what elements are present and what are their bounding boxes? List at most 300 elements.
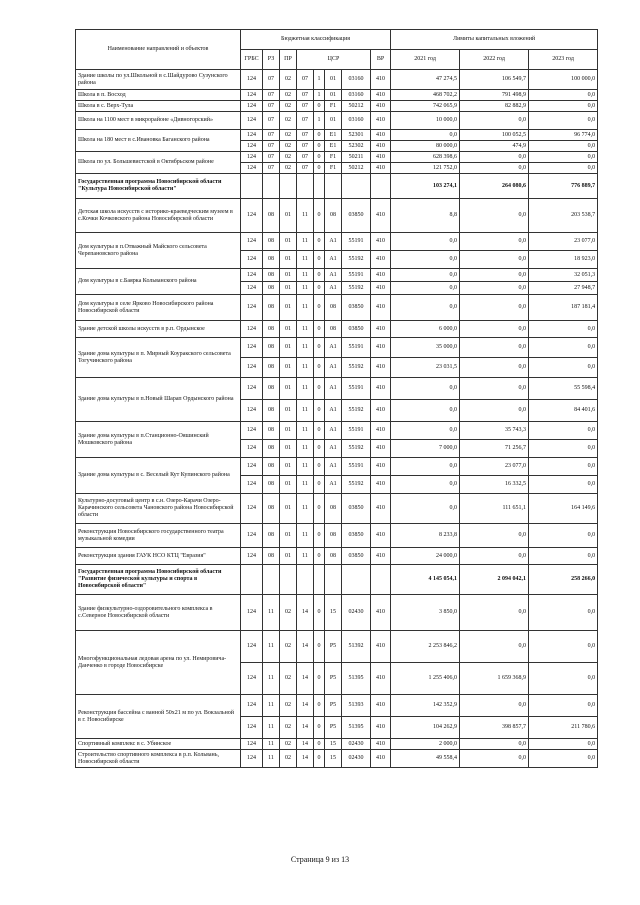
cell-rz: 11 — [263, 595, 280, 631]
cell-pr: 02 — [280, 130, 297, 141]
object-name: Здание дома культуры в п.Новый Шарап Ордынского района — [76, 378, 241, 422]
cell-csr-1: 14 — [297, 595, 314, 631]
cell-csr-3: A1 — [325, 476, 342, 494]
cell-value-2022: 111 651,1 — [460, 494, 529, 524]
cell-csr-3: A1 — [325, 358, 342, 378]
cell-value-2022: 106 549,7 — [460, 70, 529, 90]
cell-csr-1: 11 — [297, 440, 314, 458]
cell-pr: 01 — [280, 548, 297, 565]
cell-value-2022: 474,9 — [460, 141, 529, 152]
object-name: Реконструкция бассейна с ванной 50x21 м по ул. Вокзальной в г. Новосибирске — [76, 695, 241, 739]
header-grbs: ГРБС — [241, 50, 263, 70]
cell-value-2023: 0,0 — [529, 695, 598, 717]
cell-csr-3: 01 — [325, 70, 342, 90]
table-row — [76, 378, 598, 400]
cell-pr: 01 — [280, 321, 297, 338]
cell-csr-3: E1 — [325, 130, 342, 141]
cell-csr-1: 14 — [297, 663, 314, 695]
cell-csr-1: 07 — [297, 112, 314, 130]
cell-value-2021: 23 031,5 — [391, 358, 460, 378]
cell-vr: 410 — [371, 458, 391, 476]
cell-csr-2: 0 — [314, 378, 325, 400]
table-row — [76, 595, 598, 631]
cell-csr-2: 0 — [314, 101, 325, 112]
cell-value-2023: 0,0 — [529, 548, 598, 565]
cell-grbs: 124 — [241, 163, 263, 174]
table-row — [76, 199, 598, 233]
cell-value-2023: 187 181,4 — [529, 295, 598, 321]
cell-grbs: 124 — [241, 440, 263, 458]
cell-csr-4: 50212 — [342, 101, 371, 112]
cell-csr-3: 15 — [325, 739, 342, 750]
cell-rz: 08 — [263, 458, 280, 476]
cell-grbs: 124 — [241, 494, 263, 524]
table-row — [76, 338, 598, 358]
cell-pr: 01 — [280, 400, 297, 422]
cell-value-2023: 0,0 — [529, 595, 598, 631]
cell-grbs: 124 — [241, 595, 263, 631]
cell-vr: 410 — [371, 631, 391, 663]
cell-value-2023: 96 774,0 — [529, 130, 598, 141]
cell-value-2022: 1 659 368,9 — [460, 663, 529, 695]
cell-value-2022: 0,0 — [460, 295, 529, 321]
cell-rz: 08 — [263, 548, 280, 565]
cell-csr-1: 11 — [297, 524, 314, 548]
cell-rz: 08 — [263, 422, 280, 440]
table-row — [76, 70, 598, 90]
cell-value-2022: 71 256,7 — [460, 440, 529, 458]
object-name: Школа по ул. Большевистской в Октябрьском районе — [76, 152, 241, 174]
cell-csr-2: 0 — [314, 130, 325, 141]
cell-value-2023: 0,0 — [529, 90, 598, 101]
cell-csr-1 — [297, 565, 314, 595]
cell-grbs: 124 — [241, 338, 263, 358]
cell-csr-2: 0 — [314, 595, 325, 631]
cell-value-2023: 0,0 — [529, 440, 598, 458]
cell-vr: 410 — [371, 717, 391, 739]
program-total-row — [76, 174, 598, 199]
object-name: Государственная программа Новосибирской области "Развитие физической культуры и спорта в Новосибирской области" — [76, 565, 241, 595]
header-2023: 2023 год — [529, 50, 598, 70]
header-2022: 2022 год — [460, 50, 529, 70]
cell-vr: 410 — [371, 476, 391, 494]
cell-value-2022: 0,0 — [460, 163, 529, 174]
table-row — [76, 101, 598, 112]
cell-rz: 08 — [263, 321, 280, 338]
cell-vr: 410 — [371, 524, 391, 548]
table-row — [76, 130, 598, 141]
cell-pr: 02 — [280, 595, 297, 631]
cell-csr-4: 55192 — [342, 282, 371, 295]
cell-vr: 410 — [371, 400, 391, 422]
cell-csr-4: 55191 — [342, 458, 371, 476]
cell-pr: 02 — [280, 101, 297, 112]
cell-value-2023: 18 923,0 — [529, 251, 598, 269]
cell-vr: 410 — [371, 141, 391, 152]
cell-vr: 410 — [371, 548, 391, 565]
cell-csr-1: 14 — [297, 717, 314, 739]
cell-value-2023: 0,0 — [529, 358, 598, 378]
cell-pr: 01 — [280, 282, 297, 295]
cell-value-2023: 164 149,6 — [529, 494, 598, 524]
cell-value-2022: 0,0 — [460, 739, 529, 750]
cell-csr-1: 14 — [297, 750, 314, 768]
cell-value-2023: 84 401,6 — [529, 400, 598, 422]
cell-csr-1: 11 — [297, 295, 314, 321]
cell-vr — [371, 174, 391, 199]
cell-grbs: 124 — [241, 199, 263, 233]
cell-value-2022: 0,0 — [460, 378, 529, 400]
cell-csr-2: 0 — [314, 358, 325, 378]
cell-grbs: 124 — [241, 101, 263, 112]
cell-vr: 410 — [371, 90, 391, 101]
object-name: Школа на 1100 мест в микрорайоне «Дивногорский» — [76, 112, 241, 130]
cell-csr-3: 01 — [325, 112, 342, 130]
cell-value-2021: 8 233,8 — [391, 524, 460, 548]
cell-csr-3: A1 — [325, 458, 342, 476]
cell-pr: 01 — [280, 458, 297, 476]
cell-rz: 08 — [263, 251, 280, 269]
cell-csr-1: 11 — [297, 199, 314, 233]
cell-pr: 02 — [280, 750, 297, 768]
cell-value-2021: 0,0 — [391, 458, 460, 476]
cell-vr: 410 — [371, 233, 391, 251]
program-total-row — [76, 565, 598, 595]
cell-csr-2: 1 — [314, 70, 325, 90]
cell-pr: 02 — [280, 163, 297, 174]
cell-csr-2: 0 — [314, 141, 325, 152]
cell-pr: 02 — [280, 90, 297, 101]
cell-pr: 01 — [280, 422, 297, 440]
cell-pr: 02 — [280, 141, 297, 152]
cell-rz: 08 — [263, 295, 280, 321]
cell-value-2022: 0,0 — [460, 282, 529, 295]
header-csr: ЦСР — [297, 50, 371, 70]
cell-csr-2: 0 — [314, 663, 325, 695]
table-row — [76, 321, 598, 338]
cell-csr-2: 0 — [314, 152, 325, 163]
cell-csr-4: 51393 — [342, 695, 371, 717]
cell-csr-2: 0 — [314, 338, 325, 358]
capital-investment-table — [75, 29, 598, 768]
cell-csr-4: 55192 — [342, 476, 371, 494]
header-2021: 2021 год — [391, 50, 460, 70]
cell-grbs: 124 — [241, 476, 263, 494]
cell-value-2021: 2 253 846,2 — [391, 631, 460, 663]
cell-value-2021: 0,0 — [391, 422, 460, 440]
cell-vr: 410 — [371, 295, 391, 321]
cell-vr: 410 — [371, 199, 391, 233]
header-budget-class: Бюджетная классификация — [241, 30, 391, 50]
cell-rz: 11 — [263, 695, 280, 717]
cell-grbs: 124 — [241, 141, 263, 152]
cell-csr-4: 55191 — [342, 233, 371, 251]
cell-grbs: 124 — [241, 663, 263, 695]
cell-csr-4 — [342, 565, 371, 595]
cell-csr-2: 0 — [314, 251, 325, 269]
cell-csr-2: 0 — [314, 494, 325, 524]
cell-value-2022: 0,0 — [460, 750, 529, 768]
cell-rz: 07 — [263, 70, 280, 90]
cell-value-2021: 0,0 — [391, 295, 460, 321]
cell-value-2022: 0,0 — [460, 112, 529, 130]
cell-vr: 410 — [371, 152, 391, 163]
cell-value-2023: 0,0 — [529, 101, 598, 112]
cell-csr-1 — [297, 174, 314, 199]
cell-value-2021: 4 145 054,1 — [391, 565, 460, 595]
cell-value-2021: 742 065,9 — [391, 101, 460, 112]
cell-value-2023: 0,0 — [529, 524, 598, 548]
cell-rz: 07 — [263, 112, 280, 130]
cell-csr-1: 07 — [297, 90, 314, 101]
cell-grbs: 124 — [241, 750, 263, 768]
cell-csr-3: F1 — [325, 163, 342, 174]
object-name: Государственная программа Новосибирской области "Культура Новосибирской области" — [76, 174, 241, 199]
cell-value-2021: 0,0 — [391, 251, 460, 269]
cell-vr: 410 — [371, 112, 391, 130]
cell-value-2021: 628 398,6 — [391, 152, 460, 163]
cell-grbs: 124 — [241, 269, 263, 282]
cell-value-2021: 142 352,9 — [391, 695, 460, 717]
cell-csr-4: 03850 — [342, 321, 371, 338]
cell-csr-4: 02430 — [342, 739, 371, 750]
table-body — [76, 30, 598, 768]
cell-grbs: 124 — [241, 524, 263, 548]
table-row — [76, 422, 598, 440]
cell-grbs — [241, 565, 263, 595]
cell-value-2021: 8,8 — [391, 199, 460, 233]
header-rz: РЗ — [263, 50, 280, 70]
cell-csr-3: A1 — [325, 233, 342, 251]
cell-csr-3: E1 — [325, 141, 342, 152]
cell-csr-1: 14 — [297, 695, 314, 717]
object-name: Реконструкция Новосибирского государственного театра музыкальной комедии — [76, 524, 241, 548]
cell-value-2023: 211 780,6 — [529, 717, 598, 739]
cell-value-2023: 32 051,3 — [529, 269, 598, 282]
cell-value-2021: 0,0 — [391, 476, 460, 494]
cell-csr-1: 11 — [297, 476, 314, 494]
cell-value-2021: 103 274,1 — [391, 174, 460, 199]
cell-pr: 01 — [280, 199, 297, 233]
cell-grbs — [241, 174, 263, 199]
cell-rz: 08 — [263, 233, 280, 251]
cell-pr: 01 — [280, 233, 297, 251]
cell-csr-4: 50211 — [342, 152, 371, 163]
cell-value-2022: 0,0 — [460, 695, 529, 717]
cell-grbs: 124 — [241, 152, 263, 163]
cell-rz: 08 — [263, 400, 280, 422]
cell-csr-2: 0 — [314, 269, 325, 282]
cell-csr-4 — [342, 174, 371, 199]
cell-value-2021: 0,0 — [391, 378, 460, 400]
cell-pr: 01 — [280, 269, 297, 282]
cell-value-2022: 0,0 — [460, 152, 529, 163]
cell-csr-1: 07 — [297, 152, 314, 163]
cell-value-2023: 776 889,7 — [529, 174, 598, 199]
header-row-1 — [76, 30, 598, 50]
cell-rz: 07 — [263, 163, 280, 174]
cell-vr: 410 — [371, 739, 391, 750]
cell-rz: 08 — [263, 378, 280, 400]
cell-value-2022: 791 498,9 — [460, 90, 529, 101]
cell-value-2023: 0,0 — [529, 163, 598, 174]
cell-csr-2: 0 — [314, 458, 325, 476]
cell-vr: 410 — [371, 251, 391, 269]
object-name: Школа на 180 мест в с.Ивановка Баганского района — [76, 130, 241, 152]
table-row — [76, 90, 598, 101]
cell-value-2021: 0,0 — [391, 130, 460, 141]
cell-pr: 02 — [280, 695, 297, 717]
cell-csr-3: 15 — [325, 750, 342, 768]
cell-grbs: 124 — [241, 282, 263, 295]
cell-csr-2 — [314, 565, 325, 595]
cell-csr-4: 55191 — [342, 422, 371, 440]
table-row — [76, 233, 598, 251]
cell-csr-3: A1 — [325, 269, 342, 282]
cell-value-2022: 0,0 — [460, 338, 529, 358]
cell-csr-3: 15 — [325, 595, 342, 631]
cell-pr: 01 — [280, 524, 297, 548]
cell-rz: 08 — [263, 440, 280, 458]
object-name: Здание школы по ул.Школьной в с.Шайдурово Сузунского района — [76, 70, 241, 90]
cell-value-2022: 16 332,5 — [460, 476, 529, 494]
cell-vr: 410 — [371, 422, 391, 440]
cell-csr-3: P5 — [325, 695, 342, 717]
object-name: Спортивный комплекс в с. Убинское — [76, 739, 241, 750]
cell-csr-4: 03160 — [342, 90, 371, 101]
cell-rz — [263, 565, 280, 595]
cell-csr-4: 55192 — [342, 440, 371, 458]
cell-csr-2: 0 — [314, 440, 325, 458]
cell-csr-4: 50212 — [342, 163, 371, 174]
cell-csr-3: A1 — [325, 400, 342, 422]
cell-value-2021: 0,0 — [391, 400, 460, 422]
cell-csr-2: 0 — [314, 548, 325, 565]
cell-csr-3: F1 — [325, 152, 342, 163]
cell-csr-4: 55192 — [342, 251, 371, 269]
object-name: Дом культуры в п.Отважный Майского сельсовета Черепановского района — [76, 233, 241, 269]
cell-csr-2: 0 — [314, 631, 325, 663]
cell-pr: 01 — [280, 440, 297, 458]
cell-csr-4: 03850 — [342, 199, 371, 233]
cell-value-2023: 55 598,4 — [529, 378, 598, 400]
cell-value-2022: 82 882,9 — [460, 101, 529, 112]
table-row — [76, 739, 598, 750]
cell-value-2023: 0,0 — [529, 112, 598, 130]
cell-csr-3: P5 — [325, 717, 342, 739]
cell-rz: 08 — [263, 524, 280, 548]
cell-csr-2: 0 — [314, 321, 325, 338]
cell-vr: 410 — [371, 494, 391, 524]
cell-vr: 410 — [371, 163, 391, 174]
cell-vr: 410 — [371, 101, 391, 112]
cell-csr-1: 07 — [297, 70, 314, 90]
cell-value-2022: 0,0 — [460, 321, 529, 338]
cell-csr-4: 02430 — [342, 595, 371, 631]
cell-grbs: 124 — [241, 90, 263, 101]
cell-csr-2: 0 — [314, 400, 325, 422]
cell-rz: 07 — [263, 152, 280, 163]
table-row — [76, 152, 598, 163]
cell-vr: 410 — [371, 595, 391, 631]
cell-pr: 02 — [280, 663, 297, 695]
cell-rz: 08 — [263, 269, 280, 282]
cell-csr-1: 07 — [297, 130, 314, 141]
cell-csr-2: 0 — [314, 422, 325, 440]
cell-value-2021: 121 752,0 — [391, 163, 460, 174]
cell-csr-2: 0 — [314, 524, 325, 548]
cell-vr: 410 — [371, 358, 391, 378]
cell-csr-4: 51395 — [342, 717, 371, 739]
cell-value-2021: 47 274,5 — [391, 70, 460, 90]
cell-csr-2: 0 — [314, 739, 325, 750]
cell-value-2021: 49 558,4 — [391, 750, 460, 768]
cell-vr: 410 — [371, 695, 391, 717]
cell-csr-4: 03160 — [342, 112, 371, 130]
cell-csr-2: 1 — [314, 112, 325, 130]
cell-csr-3: F1 — [325, 101, 342, 112]
cell-rz: 07 — [263, 130, 280, 141]
cell-csr-3 — [325, 565, 342, 595]
cell-csr-2: 0 — [314, 476, 325, 494]
cell-value-2023: 0,0 — [529, 338, 598, 358]
cell-grbs: 124 — [241, 422, 263, 440]
cell-pr: 02 — [280, 70, 297, 90]
object-name: Здание дома культуры в п.Станционно-Ояшинский Мошковского района — [76, 422, 241, 458]
cell-csr-1: 14 — [297, 739, 314, 750]
cell-value-2021: 0,0 — [391, 282, 460, 295]
cell-csr-3: P5 — [325, 663, 342, 695]
cell-value-2022: 0,0 — [460, 524, 529, 548]
cell-csr-4: 55192 — [342, 358, 371, 378]
cell-value-2022: 0,0 — [460, 251, 529, 269]
cell-value-2023: 0,0 — [529, 631, 598, 663]
cell-csr-4: 02430 — [342, 750, 371, 768]
cell-rz: 07 — [263, 101, 280, 112]
cell-value-2023: 0,0 — [529, 663, 598, 695]
cell-value-2023: 203 538,7 — [529, 199, 598, 233]
cell-csr-2: 0 — [314, 199, 325, 233]
object-name: Строительство спортивного комплекса в р.п. Кольвань, Новосибирской области — [76, 750, 241, 768]
cell-csr-3: 08 — [325, 494, 342, 524]
cell-grbs: 124 — [241, 458, 263, 476]
cell-value-2023: 0,0 — [529, 321, 598, 338]
cell-value-2021: 0,0 — [391, 233, 460, 251]
cell-grbs: 124 — [241, 717, 263, 739]
page-number: Страница 9 из 13 — [290, 855, 350, 864]
object-name: Детская школа искусств с историко-краеведческим музеем в с.Кочки Кочковского района Новосибирской области — [76, 199, 241, 233]
cell-value-2021: 2 000,0 — [391, 739, 460, 750]
cell-value-2021: 0,0 — [391, 269, 460, 282]
cell-value-2021: 3 850,0 — [391, 595, 460, 631]
cell-grbs: 124 — [241, 321, 263, 338]
cell-rz: 07 — [263, 90, 280, 101]
cell-value-2022: 2 094 042,1 — [460, 565, 529, 595]
header-name: Наименование направлений и объектов — [76, 30, 241, 70]
cell-csr-1: 11 — [297, 282, 314, 295]
cell-value-2021: 468 702,2 — [391, 90, 460, 101]
cell-vr: 410 — [371, 663, 391, 695]
cell-pr: 02 — [280, 112, 297, 130]
cell-grbs: 124 — [241, 251, 263, 269]
cell-csr-1: 11 — [297, 269, 314, 282]
cell-vr: 410 — [371, 70, 391, 90]
header-vr: ВР — [371, 50, 391, 70]
table-row — [76, 631, 598, 663]
cell-csr-3: A1 — [325, 338, 342, 358]
cell-csr-3: A1 — [325, 378, 342, 400]
cell-pr: 01 — [280, 378, 297, 400]
